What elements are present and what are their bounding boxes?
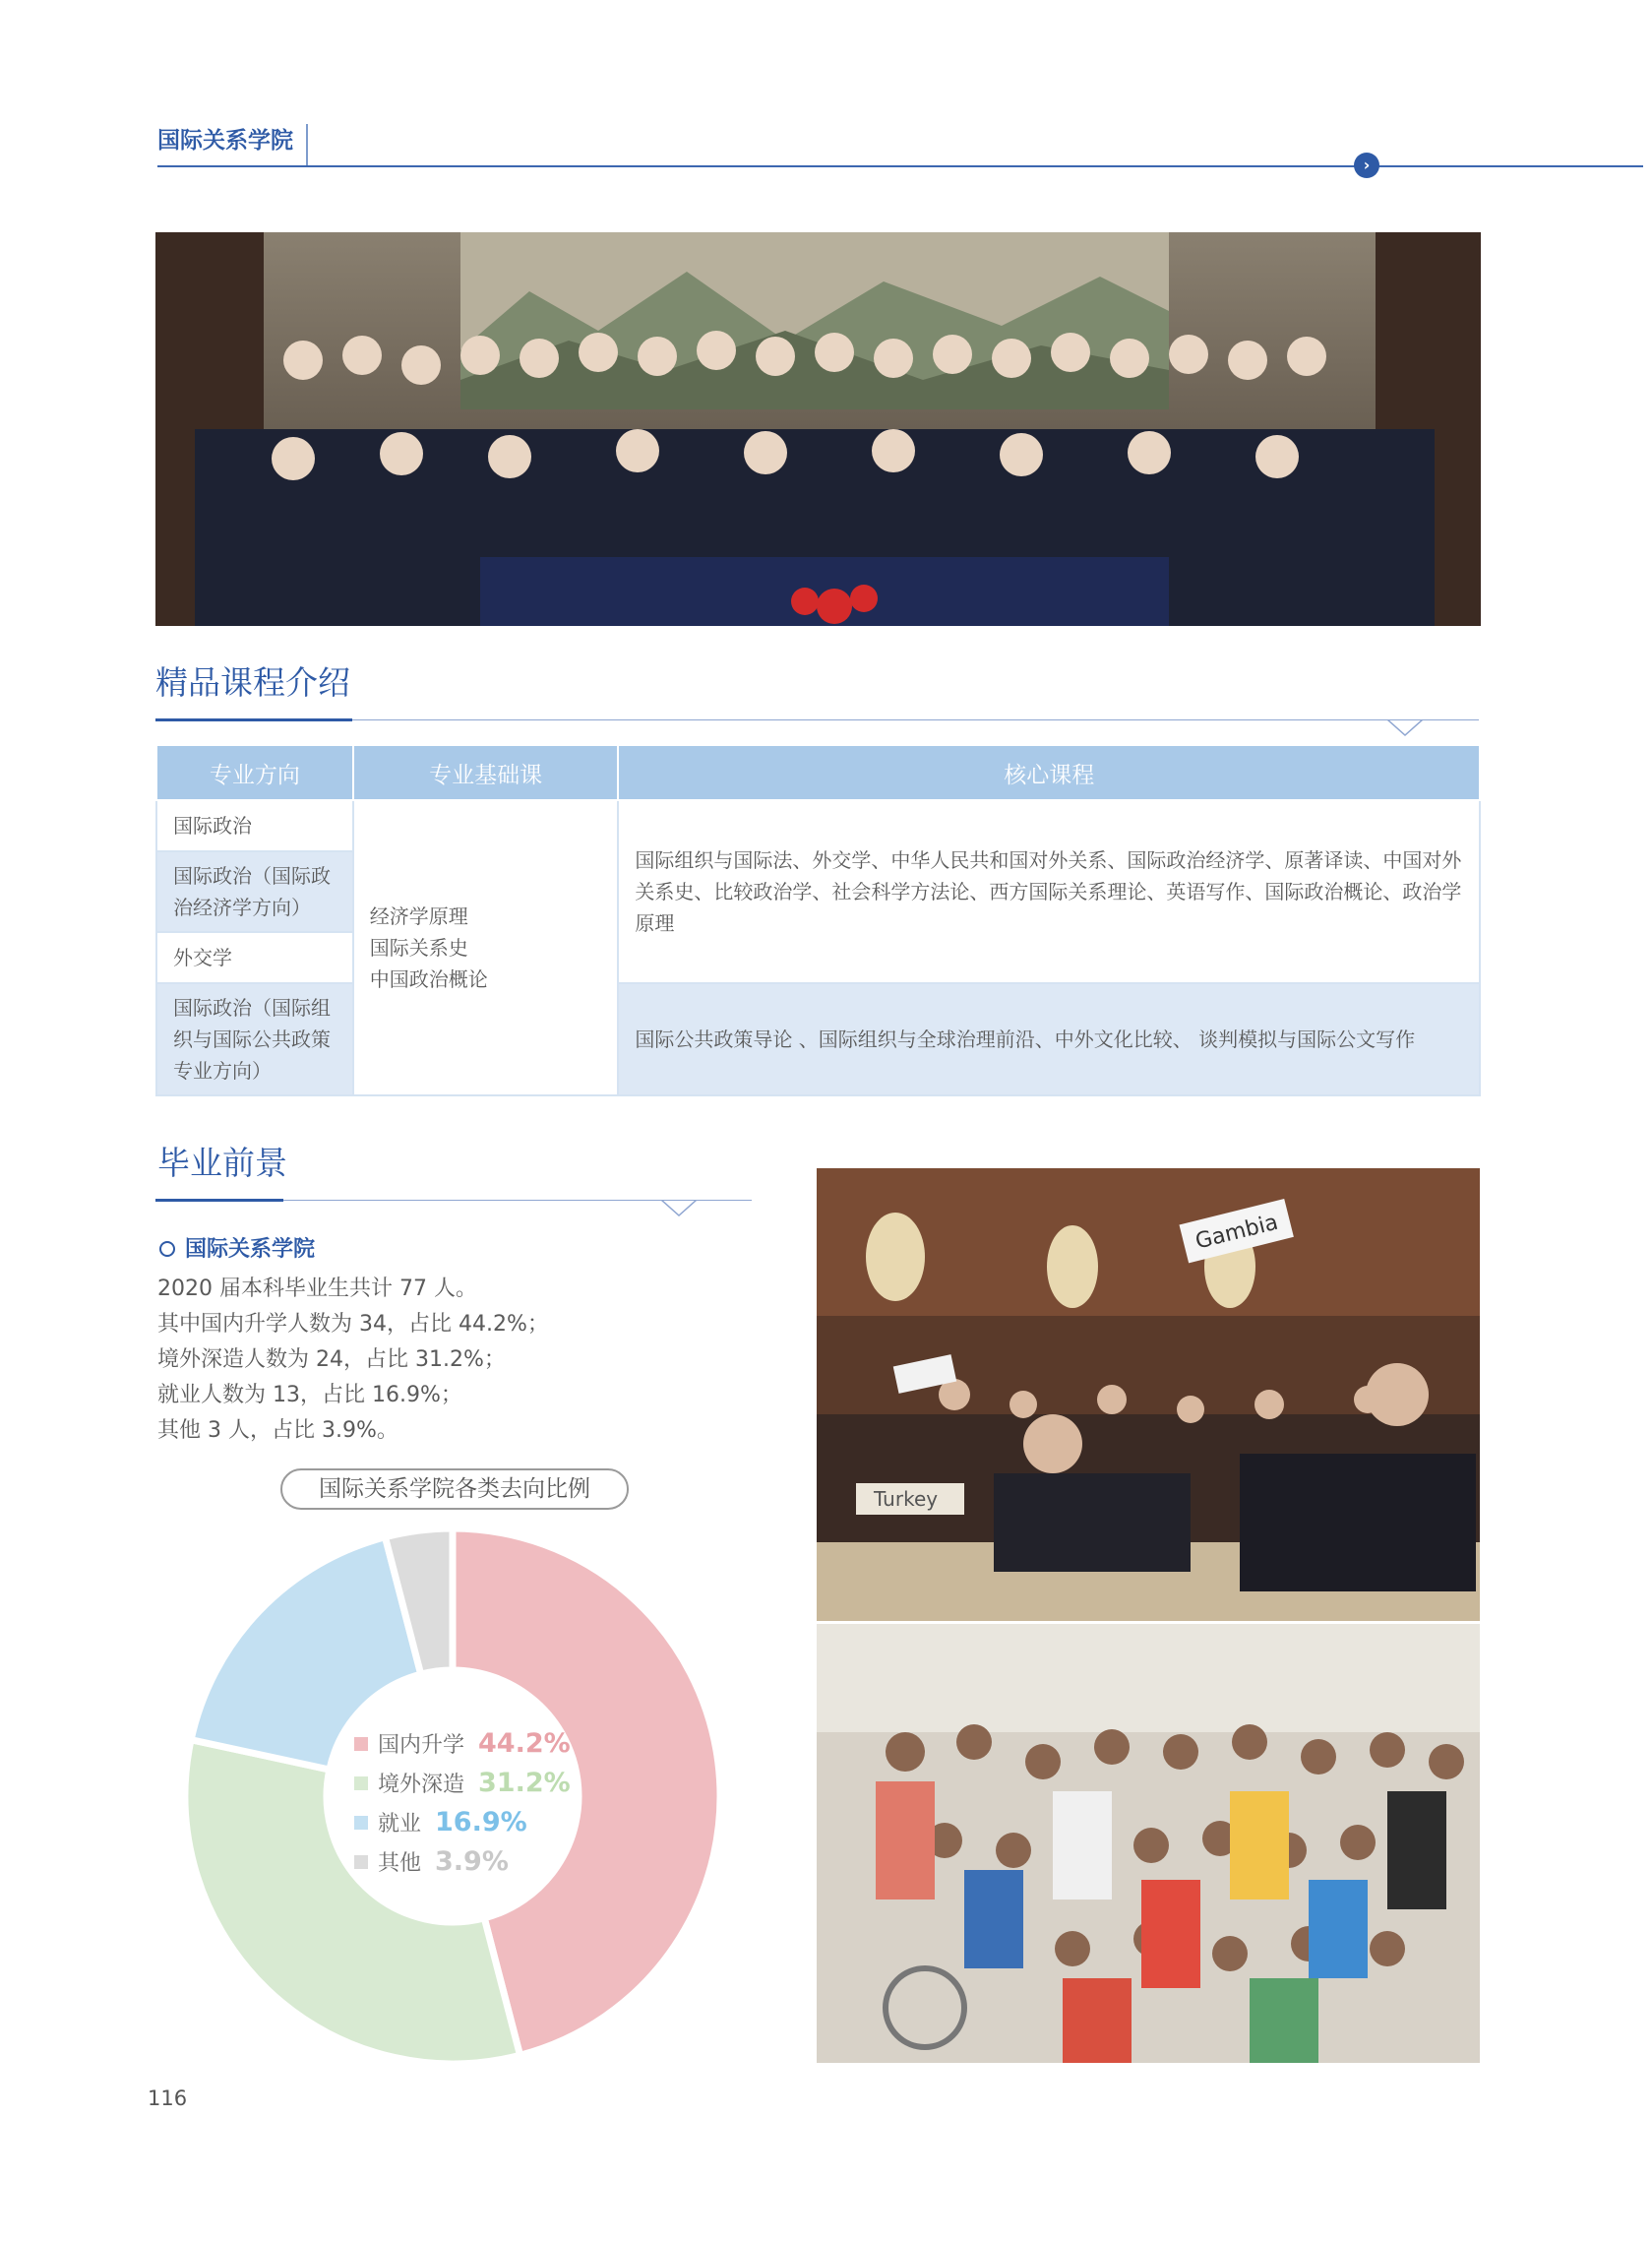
section-underline [155, 718, 352, 721]
chevron-down-icon [1387, 719, 1423, 737]
basic-course-cell [353, 800, 619, 1095]
legend-item [354, 1842, 571, 1882]
legend-value: 3.9% [435, 1846, 509, 1877]
turkey-sign-text: Turkey [874, 1487, 939, 1511]
legend-label: 境外深造 [378, 1773, 465, 1797]
core-course-cell: 国际组织与国际法、外交学、中华人民共和国对外关系、国际政治经济学、原著译读、中国对外关系史、比较政治学、社会科学方法论、西方国际关系理论、英语写作、国际政治概论、政治学原理 [618, 800, 1480, 983]
major-cell: 国际政治（国际组织与国际公共政策专业方向） [156, 983, 353, 1095]
stats-line: 境外深造人数为 24，占比 31.2%； [157, 1347, 506, 1372]
legend-item [354, 1803, 571, 1842]
graduate-stats [157, 1272, 549, 1449]
legend-value: 44.2% [478, 1728, 571, 1759]
circle-bullet-icon [159, 1241, 175, 1257]
courses-section-title: 精品课程介绍 [155, 663, 350, 702]
chart-title: 国际关系学院各类去向比例 [280, 1468, 629, 1510]
section-underline [155, 1199, 283, 1202]
conference-photo-illustration [817, 1168, 1480, 1621]
school-name: 国际关系学院 [185, 1237, 316, 1262]
group-photo-illustration [155, 232, 1481, 626]
legend-swatch [354, 1776, 368, 1790]
page-number: 116 [148, 2086, 188, 2110]
school-subheading [159, 1232, 315, 1263]
prospects-section-title: 毕业前景 [157, 1144, 287, 1182]
table-row [156, 800, 1480, 851]
legend-label: 国内升学 [378, 1733, 465, 1758]
header-rule [157, 165, 1643, 167]
stats-line: 就业人数为 13，占比 16.9%； [157, 1383, 462, 1407]
header-core-course: 核心课程 [618, 745, 1480, 800]
header-basic-course: 专业基础课 [353, 745, 619, 800]
table-header-row [156, 745, 1480, 800]
volunteer-photo [817, 1624, 1480, 2063]
chart-legend [354, 1724, 571, 1882]
chevron-down-icon [661, 1200, 697, 1217]
legend-item [354, 1764, 571, 1803]
legend-label: 其他 [378, 1851, 422, 1876]
major-cell: 国际政治 [156, 800, 353, 851]
legend-value: 31.2% [478, 1768, 571, 1798]
major-cell: 国际政治（国际政治经济学方向） [156, 851, 353, 932]
stats-line: 2020 届本科毕业生共计 77 人。 [157, 1277, 477, 1301]
basic-course-item: 经济学原理 [369, 904, 468, 928]
group-photo [155, 232, 1481, 626]
basic-course-item: 中国政治概论 [369, 967, 488, 991]
header-divider [306, 124, 308, 167]
major-cell: 外交学 [156, 932, 353, 983]
legend-swatch [354, 1855, 368, 1869]
course-table [155, 744, 1481, 1096]
school-header-title: 国际关系学院 [157, 128, 293, 154]
legend-item [354, 1724, 571, 1764]
legend-label: 就业 [378, 1812, 422, 1837]
conference-photo [817, 1168, 1480, 1621]
volunteer-photo-illustration [817, 1624, 1480, 2063]
stats-line: 其他 3 人，占比 3.9%。 [157, 1418, 398, 1443]
chevron-right-icon: › [1354, 153, 1379, 178]
core-course-cell: 国际公共政策导论 、国际组织与全球治理前沿、中外文化比较、 谈判模拟与国际公文写作 [618, 983, 1480, 1095]
legend-swatch [354, 1737, 368, 1751]
section-rule [352, 719, 1479, 720]
stats-line: 其中国内升学人数为 34，占比 44.2%； [157, 1312, 549, 1337]
legend-swatch [354, 1816, 368, 1830]
legend-value: 16.9% [435, 1807, 527, 1837]
gambia-sign-text: Gambia [1193, 1210, 1281, 1255]
basic-course-item: 国际关系史 [369, 936, 468, 960]
course-table-wrap [155, 744, 1481, 1096]
header-major: 专业方向 [156, 745, 353, 800]
